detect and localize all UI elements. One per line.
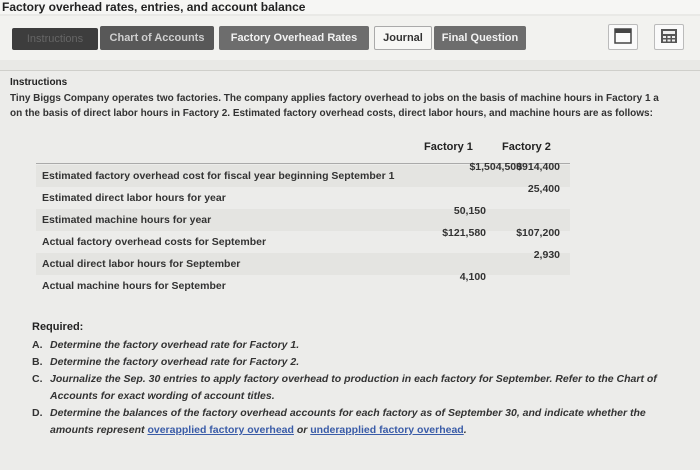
- list-item: [32, 354, 692, 371]
- row-label: Estimated factory overhead cost for fiscal year beginning September 1: [42, 170, 395, 182]
- table-row: [36, 161, 570, 187]
- factory-2-value: $914,400: [516, 161, 560, 173]
- table-row: [36, 205, 570, 231]
- toolbar: [0, 16, 700, 60]
- table-row: [36, 183, 570, 209]
- item-letter: A.: [32, 339, 43, 351]
- instructions-text: [10, 91, 700, 121]
- table-row: [36, 227, 570, 253]
- item-text: or: [296, 424, 308, 436]
- item-letter: B.: [32, 356, 43, 368]
- tab-journal[interactable]: Journal: [374, 26, 432, 50]
- column-header-factory-2: Factory 2: [502, 141, 551, 153]
- tab-instructions[interactable]: Instructions: [12, 28, 98, 50]
- factory-1-value: $1,504,500: [469, 161, 522, 173]
- tab-factory-overhead-rates[interactable]: Factory Overhead Rates: [219, 26, 369, 50]
- row-label: Estimated direct labor hours for year: [42, 192, 226, 204]
- row-label: Actual machine hours for September: [42, 280, 226, 292]
- list-item: [32, 337, 692, 354]
- item-text: Accounts for exact wording of account titles.: [50, 390, 275, 402]
- list-item: [32, 371, 692, 405]
- calculator-icon-button[interactable]: [654, 24, 684, 50]
- overapplied-link[interactable]: overapplied factory overhead: [147, 424, 294, 436]
- item-text: Determine the factory overhead rate for Factory 1.: [50, 339, 300, 351]
- window-icon-button[interactable]: [608, 24, 638, 50]
- tab-chart-of-accounts[interactable]: Chart of Accounts: [100, 26, 214, 50]
- factory-2-value: 25,400: [527, 183, 560, 195]
- tab-final-question[interactable]: Final Question: [434, 26, 526, 50]
- window-icon: [614, 28, 632, 44]
- row-label: Estimated machine hours for year: [42, 214, 212, 226]
- table-row: [36, 271, 570, 297]
- instructions-line: on the basis of direct labor hours in Factory 2. Estimated factory overhead costs, direct labor hours, and machine hours are as follows:: [10, 108, 653, 119]
- required-list: [32, 337, 692, 439]
- column-header-factory-1: Factory 1: [424, 141, 473, 153]
- item-letter: C.: [32, 373, 43, 385]
- factory-2-value: 2,930: [533, 249, 560, 261]
- factory-1-value: 4,100: [459, 271, 486, 283]
- item-text: Journalize the Sep. 30 entries to apply factory overhead to production in each factory for September. Refer to the Chart of: [50, 373, 657, 385]
- underapplied-link[interactable]: underapplied factory overhead: [310, 424, 464, 436]
- calculator-icon: [660, 28, 678, 44]
- instructions-panel: [0, 70, 700, 470]
- required-heading: Required:: [32, 321, 84, 333]
- factory-1-value: 50,150: [453, 205, 486, 217]
- page-title: Factory overhead rates, entries, and account balance: [0, 0, 700, 14]
- item-letter: D.: [32, 407, 43, 419]
- table-row: [36, 249, 570, 275]
- row-label: Actual factory overhead costs for September: [42, 236, 267, 248]
- item-text: .: [463, 424, 467, 436]
- list-item: [32, 405, 692, 439]
- item-text: Determine the balances of the factory overhead accounts for each factory as of September 30, and indicate whether the: [50, 407, 646, 419]
- row-label: Actual direct labor hours for September: [42, 258, 241, 270]
- factory-1-value: $121,580: [442, 227, 486, 239]
- item-text: amounts represent: [50, 424, 145, 436]
- instructions-line: Tiny Biggs Company operates two factories. The company applies factory overhead to jobs on the basis of machine hours in Factory 1 a: [10, 93, 659, 104]
- instructions-heading: Instructions: [10, 77, 68, 88]
- factory-2-value: $107,200: [516, 227, 560, 239]
- item-text: Determine the factory overhead rate for Factory 2.: [50, 356, 300, 368]
